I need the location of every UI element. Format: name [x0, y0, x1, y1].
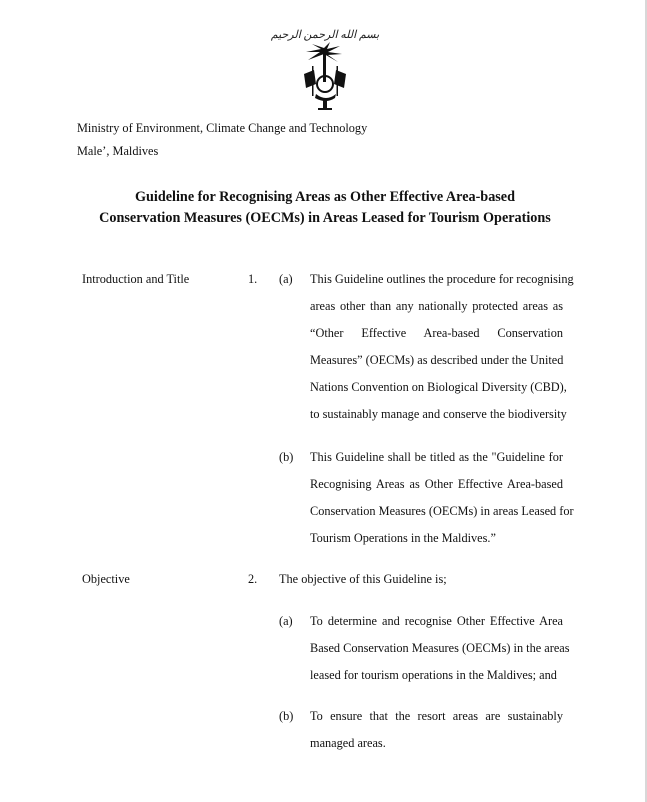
paragraph-line: managed areas.: [310, 736, 386, 750]
section-intro: The objective of this Guideline is;: [279, 572, 447, 586]
item-label: (b): [279, 450, 294, 464]
item-paragraph: [310, 709, 563, 763]
paragraph-line: leased for tourism operations in the Maldives; and: [310, 668, 557, 682]
paragraph-line: Measures” (OECMs) as described under the United: [310, 353, 564, 367]
paragraph-line: Tourism Operations in the Maldives.”: [310, 531, 496, 545]
paragraph-line: Nations Convention on Biological Diversity (CBD),: [310, 380, 567, 394]
item-label: (a): [279, 614, 293, 628]
paragraph-line: Based Conservation Measures (OECMs) in the areas: [310, 641, 570, 655]
paragraph-line: This Guideline outlines the procedure for recognising: [310, 272, 574, 286]
item-label: (a): [279, 272, 293, 286]
document-title-line-2: Conservation Measures (OECMs) in Areas Leased for Tourism Operations: [99, 210, 551, 226]
item-paragraph: [310, 272, 574, 434]
paragraph-line: to sustainably manage and conserve the biodiversity: [310, 407, 567, 421]
ministry-location: Male’, Maldives: [77, 144, 159, 158]
item-label: (b): [279, 709, 294, 723]
document-title-line-1: Guideline for Recognising Areas as Other Effective Area-based: [134, 189, 515, 205]
svg-text:بسم الله الرحمن الرحيم: بسم الله الرحمن الرحيم: [270, 29, 380, 41]
item-paragraph: [310, 614, 570, 695]
state-emblem: [270, 22, 380, 117]
section-heading: Introduction and Title: [82, 272, 190, 286]
item-paragraph: [310, 450, 574, 558]
paragraph-line: To ensure that the resort areas are sustainably: [310, 709, 563, 723]
section-number: 1.: [248, 272, 258, 286]
paragraph-line: To determine and recognise Other Effective Area: [310, 614, 563, 628]
section-heading: Objective: [82, 572, 130, 586]
paragraph-line: This Guideline shall be titled as the "Guideline for: [310, 450, 563, 464]
paragraph-line: Recognising Areas as Other Effective Area-based: [310, 477, 563, 491]
ministry-name: Ministry of Environment, Climate Change and Technology: [77, 121, 368, 135]
section-number: 2.: [248, 572, 258, 586]
paragraph-line: areas other than any nationally protected areas as: [310, 299, 563, 313]
paragraph-line: Conservation Measures (OECMs) in areas Leased for: [310, 504, 574, 518]
paragraph-line: “Other Effective Area-based Conservation: [310, 326, 563, 340]
